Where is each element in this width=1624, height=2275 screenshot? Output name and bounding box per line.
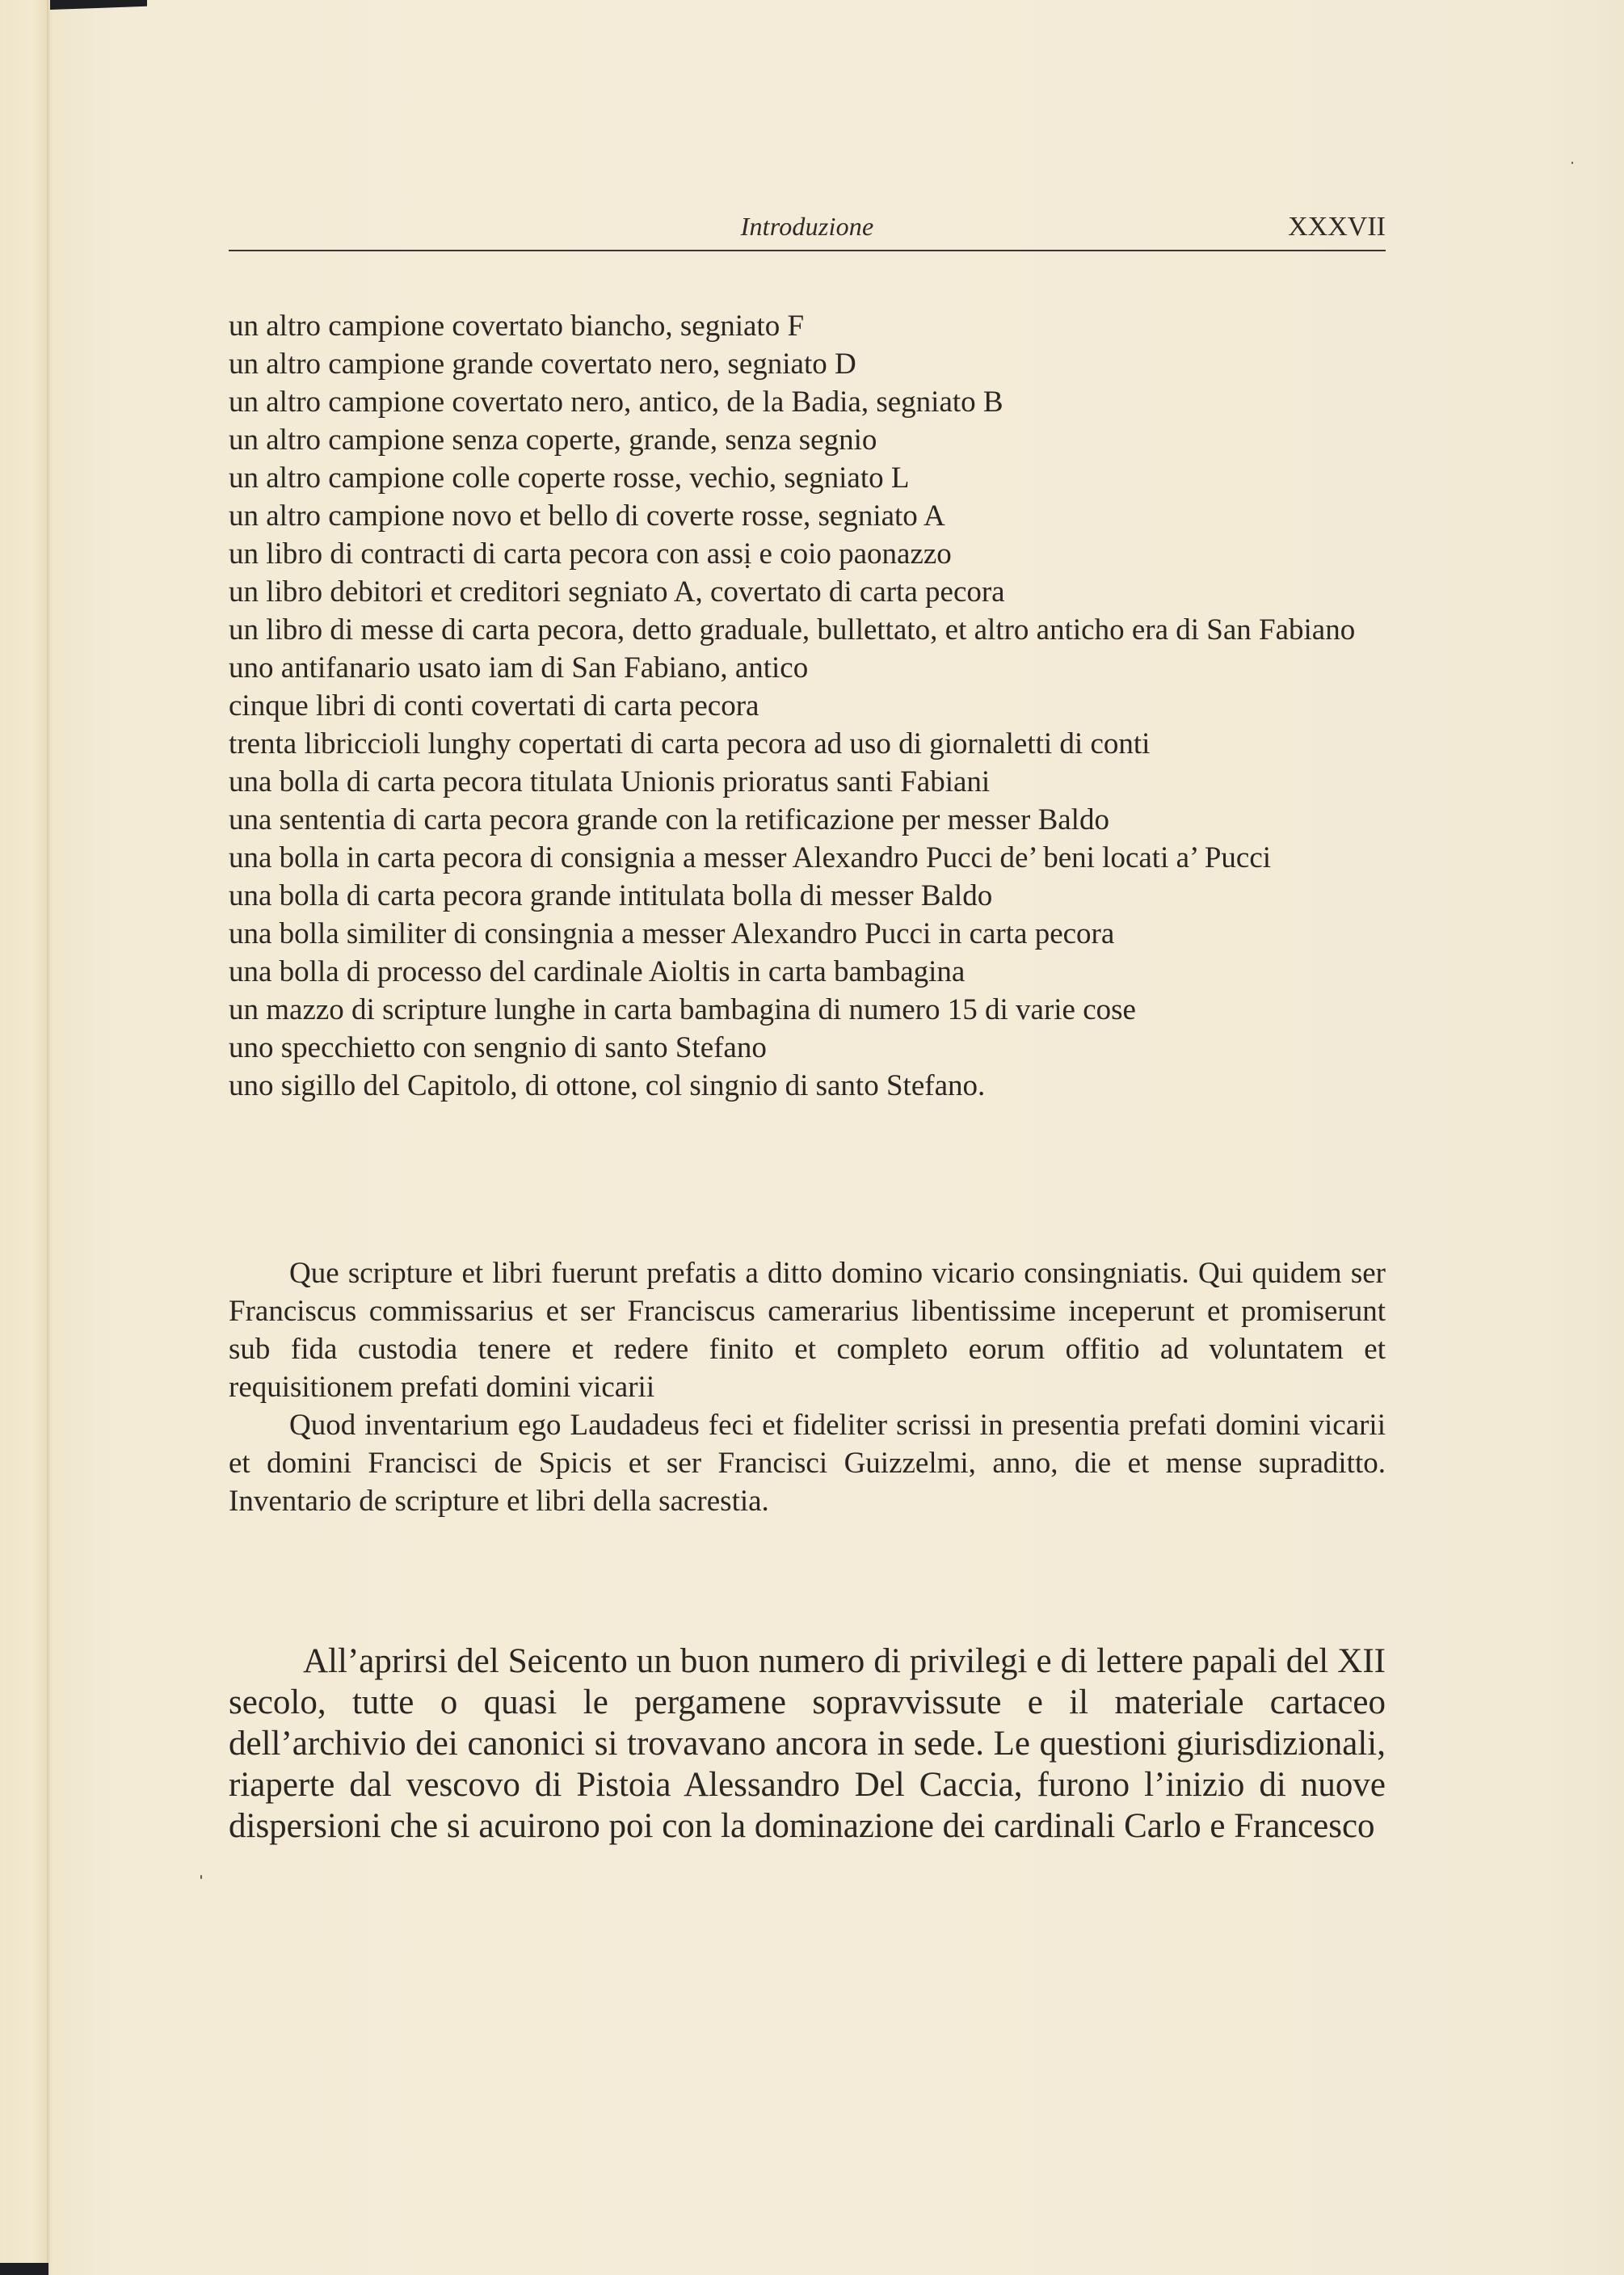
header-rule — [229, 250, 1386, 251]
body-paragraph: All’aprirsi del Seicento un buon numero di privilegi e di lettere papali del XII secolo, tutte o quasi le pergamene sopravvissute e il materiale cartaceo dell’archivio dei canonici si trovavano ancora in sede. Le questioni giurisdizionali, riaperte dal vescovo di Pistoia Alessandro Del Caccia, furono l’inizio di nuove dispersioni che si acuirono poi con la dominazione dei cardinali Carlo e Francesco — [229, 1642, 1386, 1845]
inventory-item: cinque libri di conti covertati di carta pecora — [229, 689, 759, 723]
running-head — [229, 212, 1386, 244]
closing-paragraph: Quod inventarium ego Laudadeus feci et fideliter scrissi in presentia prefati domini vicarii et domini Francisci de Spicis et ser Francisci Guizzelmi, anno, die et mense supraditto. Inventario de scripture et libri della sacrestia. — [229, 1409, 1386, 1518]
inventory-item: un altro campione colle coperte rosse, vechio, segniato L — [229, 461, 910, 495]
inventory-item: una bolla di carta pecora grande intitulata bolla di messer Baldo — [229, 879, 993, 912]
inventory-item: una bolla in carta pecora di consignia a messer Alexandro Pucci de’ beni locati a’ Pucci — [229, 841, 1272, 874]
inventory-item: un altro campione covertato biancho, segniato F — [229, 310, 805, 343]
inventory-item: una bolla di carta pecora titulata Unionis prioratus santi Fabiani — [229, 765, 991, 798]
running-head-title: Introduzione — [740, 212, 874, 241]
inventory-item: una bolla di processo del cardinale Aioltis in carta bambagina — [229, 955, 966, 988]
inventory-item: un mazzo di scripture lunghe in carta bambagina di numero 15 di varie cose — [229, 993, 1136, 1026]
inventory-list — [229, 307, 1386, 1105]
inventory-item: uno antifanario usato iam di San Fabiano, antico — [229, 651, 809, 685]
inventory-item: un libro di messe di carta pecora, detto graduale, bullettato, et altro anticho era di San Fabiano — [229, 613, 1356, 647]
paper-speck — [200, 1875, 202, 1879]
inventory-item: trenta libriccioli lunghy copertati di carta pecora ad uso di giornaletti di conti — [229, 727, 1151, 760]
inventory-item: una sententia di carta pecora grande con la retificazione per messer Baldo — [229, 803, 1109, 836]
scan-background-bottom — [0, 2263, 48, 2275]
inventory-item: un altro campione senza coperte, grande, senza segnio — [229, 423, 877, 457]
inventory-item: un libro debitori et creditori segniato A, covertato di carta pecora — [229, 575, 1005, 609]
closing-paragraph: Que scripture et libri fuerunt prefatis a ditto domino vicario consingniatis. Qui quidem ser Franciscus commissarius et ser Franciscus camerarius libentissime inceperunt et promiserunt sub fida custodia tenere et redere finito et completo eorum offitio ad voluntatem et requisitionem prefati domini vicarii — [229, 1257, 1386, 1404]
inventory-item: uno sigillo del Capitolo, di ottone, col singnio di santo Stefano. — [229, 1069, 986, 1102]
inventory-item: un altro campione covertato nero, antico, de la Badia, segniato B — [229, 385, 1003, 419]
inventory-item: un libro di contracti di carta pecora con assị e coio paonazzo — [229, 537, 952, 571]
page-gutter-edge — [47, 0, 50, 2275]
inventory-item: una bolla similiter di consingnia a messer Alexandro Pucci in carta pecora — [229, 917, 1115, 950]
paper-speck — [1571, 162, 1573, 164]
inventory-item: uno specchietto con sengnio di santo Stefano — [229, 1031, 767, 1064]
document-closing — [229, 1254, 1386, 1520]
inventory-item: un altro campione novo et bello di coverte rosse, segniato A — [229, 499, 945, 533]
inventory-item: un altro campione grande covertato nero, segniato D — [229, 348, 856, 381]
page-number: XXXVII — [1288, 212, 1386, 242]
